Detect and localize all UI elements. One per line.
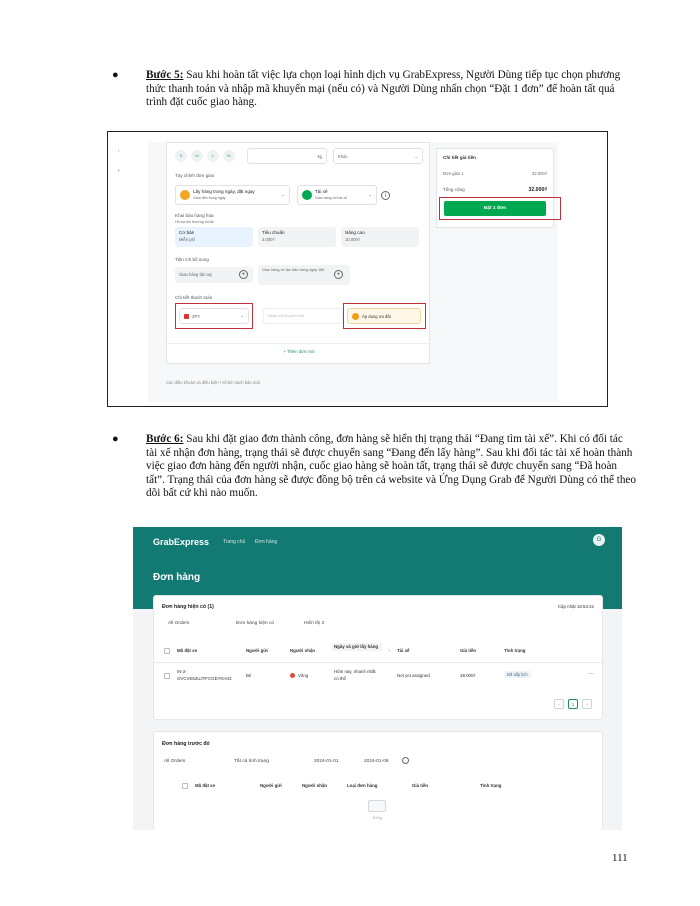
- addon-label: Giao hàng tận tay: [179, 272, 213, 277]
- col-price: Giá tiền: [412, 783, 429, 788]
- previous-orders-card: [153, 731, 603, 830]
- weight-field[interactable]: [247, 148, 327, 164]
- back-icon: ‹: [118, 148, 120, 153]
- service-sub: Giao đến trong ngày: [193, 196, 226, 200]
- booking-form-card: [166, 142, 430, 364]
- brand-logo: GrabExpress: [153, 537, 210, 547]
- addon-label: Giao hàng về tận dân hàng ngày 18h: [262, 268, 325, 272]
- step5-label: Bước 5:: [146, 69, 184, 81]
- page-number: 111: [612, 852, 628, 864]
- size-m-button[interactable]: M: [191, 150, 203, 162]
- col-status: Tình trạng: [504, 648, 526, 653]
- driver-status: Not yet assigned: [397, 673, 430, 678]
- service-name: Lấy hàng trong ngày, đặt ngay: [193, 189, 255, 194]
- promo-placeholder: Nhập mã khuyến mãi: [268, 314, 304, 318]
- step5-body: Sau khi hoàn tất việc lựa chọn loại hình dịch vụ GrabExpress, Người Dùng tiếp tục chọn phương thức thanh toán và nhập mã khuyến mại (nếu có) và Người Dùng nhấn chọn “Đặt 1 đơn” để hoàn tất quá trình đặt cuốc giao hàng.: [146, 69, 621, 109]
- order-price: 38.000₫: [460, 673, 476, 678]
- sender-name: Bé: [246, 673, 252, 678]
- tier-name: Tiêu chuẩn: [262, 230, 285, 235]
- promo-highlight: [343, 303, 426, 329]
- bullet: ●: [112, 433, 119, 445]
- step6-text: [146, 433, 636, 501]
- select-all-checkbox[interactable]: [182, 783, 188, 789]
- step6-paragraph: [112, 433, 636, 501]
- goods-value-title: Khai báo hàng hóa: [175, 213, 214, 218]
- orders-filter[interactable]: All Orders: [168, 621, 190, 626]
- pickup-time-line1: Hôm nay, nhanh nhất: [334, 669, 376, 674]
- category-value: Khác: [338, 154, 348, 159]
- order-row-value: 32.000₫: [532, 171, 547, 176]
- orders-screenshot: [133, 527, 622, 830]
- order-row-label: Đơn giao 1: [443, 171, 464, 176]
- current-orders-title: Đơn hàng hiện có (1): [162, 604, 214, 610]
- prev-page-button[interactable]: ‹: [554, 699, 564, 709]
- service-icon: [180, 190, 190, 200]
- next-page-button[interactable]: ›: [582, 699, 592, 709]
- size-s-button[interactable]: S: [175, 150, 187, 162]
- service-select[interactable]: [175, 185, 290, 205]
- addons-title: Tiện ích bổ sung: [175, 257, 209, 262]
- price-panel-title: Chi tiết giá tiền: [443, 155, 476, 160]
- nav-orders[interactable]: Đơn hàng: [255, 539, 278, 545]
- orders-filter[interactable]: All Orders: [164, 759, 186, 764]
- status-badge: Đã sắp lịch: [504, 671, 531, 678]
- end-date[interactable]: 2024-01-08: [364, 759, 389, 764]
- page-1-button[interactable]: 1: [568, 699, 578, 709]
- menu-icon: •: [118, 168, 120, 173]
- tier-price: Miễn phí: [179, 237, 196, 242]
- col-booking-id: Mã đặt xe: [195, 783, 216, 788]
- col-order-type: Loại đơn hàng: [347, 783, 378, 788]
- chevron-down-icon: ⌄: [281, 192, 285, 197]
- tier-price: 4.000₫: [262, 237, 275, 242]
- weight-unit: kg: [317, 154, 322, 159]
- step6-label: Bước 6:: [146, 433, 184, 445]
- select-all-checkbox[interactable]: [164, 648, 170, 654]
- status-filter[interactable]: Tất cả tình trạng: [234, 759, 269, 764]
- booking-id-line2: GVCVE62UJTFCGEYKH43: [177, 676, 232, 681]
- pickup-time-line2: có thể: [334, 676, 346, 681]
- updated-time: Cập nhật 15:53:42: [557, 604, 594, 609]
- pickup-select[interactable]: [297, 185, 377, 205]
- tier-name: Cơ bản: [179, 230, 195, 235]
- location-pin-icon: [290, 673, 295, 678]
- row-checkbox[interactable]: [164, 673, 170, 679]
- payment-highlight: [175, 303, 253, 329]
- current-orders-card: [153, 595, 603, 720]
- payment-method: ZPY: [192, 314, 201, 319]
- booking-id-line1: IN-2-: [177, 669, 187, 674]
- promo-button-label: Áp dụng ưu đãi: [362, 314, 391, 319]
- payment-title: Chi tiết thanh toán: [175, 295, 213, 300]
- chevron-down-icon: ⌄: [414, 154, 418, 159]
- size-xl-button[interactable]: XL: [223, 150, 235, 162]
- sort-icon[interactable]: ↑: [388, 648, 391, 653]
- col-booking-id: Mã đặt xe: [177, 648, 198, 653]
- col-price: Giá tiền: [460, 648, 477, 653]
- display-filter[interactable]: Hiển thị 2: [304, 621, 325, 626]
- pickup-name: Tài xế: [315, 189, 328, 194]
- chevron-down-icon: ⌄: [240, 313, 244, 318]
- delivery-method-title: Tùy chỉnh đơn giao: [175, 173, 215, 178]
- divider: [167, 343, 431, 344]
- start-date[interactable]: 2024-01-01: [314, 759, 339, 764]
- col-receiver: Người nhận: [302, 783, 328, 788]
- step5-text: [146, 69, 636, 110]
- chevron-down-icon: ⌄: [368, 192, 372, 197]
- empty-label: Trống: [372, 816, 382, 820]
- driver-icon: [302, 190, 312, 200]
- nav-home[interactable]: Trang chủ: [223, 539, 246, 545]
- col-sender: Người gửi: [246, 648, 268, 653]
- place-order-highlight: [439, 197, 561, 220]
- plus-icon[interactable]: +: [239, 270, 248, 279]
- col-status: Tình trạng: [480, 783, 502, 788]
- category-select[interactable]: [333, 148, 423, 164]
- tier-name: Nâng cao: [345, 230, 365, 235]
- empty-box-icon: [368, 800, 386, 812]
- info-icon[interactable]: i: [381, 191, 390, 200]
- place-order-button[interactable]: Đặt 1 đơn: [444, 201, 546, 216]
- col-receiver: Người nhận: [290, 648, 316, 653]
- terms-link[interactable]: Các điều khoản và điều kiện • Chính sách bảo mật: [166, 380, 260, 385]
- col-sender: Người gửi: [260, 783, 282, 788]
- page-title: Đơn hàng: [153, 572, 201, 583]
- add-order-link[interactable]: + Thêm đơn mới: [283, 349, 315, 354]
- promo-input[interactable]: [263, 308, 343, 324]
- booking-screenshot: [107, 131, 608, 407]
- bullet: ●: [112, 69, 119, 81]
- tier-basic[interactable]: [175, 227, 253, 247]
- tier-standard[interactable]: [258, 227, 336, 247]
- avatar[interactable]: G: [593, 534, 605, 546]
- step5-paragraph: [112, 69, 636, 110]
- previous-orders-title: Đơn hàng trước đó: [162, 741, 210, 747]
- table-row[interactable]: [154, 663, 604, 689]
- status-filter[interactable]: Đơn hàng hiện có: [236, 621, 275, 626]
- col-driver: Tài xế: [397, 648, 410, 653]
- more-options-icon[interactable]: ···: [588, 671, 594, 677]
- col-pickup-time[interactable]: Ngày và giờ lấy hàng: [332, 643, 382, 651]
- tier-advanced[interactable]: [341, 227, 419, 247]
- addon-scheduled[interactable]: [258, 265, 350, 285]
- total-label: Tổng cộng: [443, 187, 465, 192]
- size-l-button[interactable]: L: [207, 150, 219, 162]
- tier-price: 10.000₫: [345, 237, 360, 242]
- goods-value-note: Hỗ trợ bồi thường tối đa: [175, 220, 214, 224]
- plus-icon[interactable]: +: [334, 270, 343, 279]
- receiver-name: Vũng: [298, 673, 309, 678]
- pickup-sub: Giao hàng với tài xế: [315, 196, 348, 200]
- step6-body: Sau khi đặt giao đơn thành công, đơn hàng sẽ hiển thị trạng thái “Đang tìm tài xế”. Khi có đối tác tài xế nhận đơn hàng, trạng thái sẽ được chuyển sang “Đang đến lấy hàng”. Sau khi đối tác tài xế hoàn thành việc giao đơn hàng đến người nhận, cuốc giao hàng sẽ hoàn tất, trạng thái sẽ được chuyển sang “Đã hoàn tất”. Trạng thái của đơn hàng sẽ được đồng bộ trên cả website và Ứng Dụng Grab để Người Dùng có thể theo dõi bất cứ khi nào muốn.: [146, 433, 636, 500]
- addon-hand-delivery[interactable]: [175, 267, 253, 283]
- calendar-icon[interactable]: ·: [402, 757, 409, 764]
- total-value: 32.000₫: [528, 187, 547, 193]
